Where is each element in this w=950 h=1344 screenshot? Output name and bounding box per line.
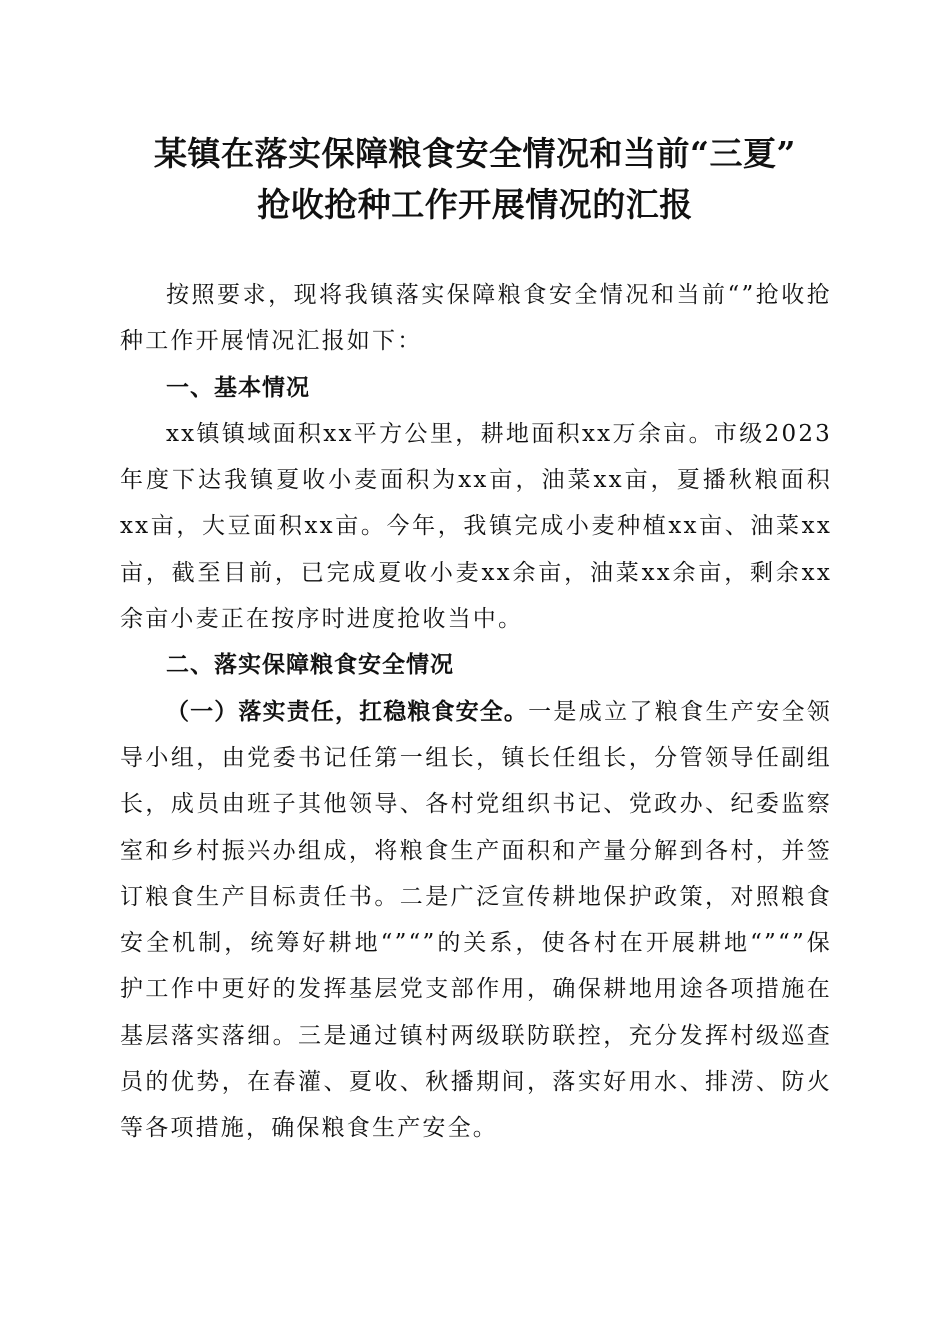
section-1-heading: 一、基本情况 [166, 374, 310, 401]
section-2-heading: 二、落实保障粮食安全情况 [166, 652, 454, 679]
section-1-paragraph: xx镇镇域面积xx平方公里，耕地面积xx万余亩。市级2023年度下达我镇夏收小麦面积为xx亩，油菜xx亩，夏播秋粮面积xx亩，大豆面积xx亩。今年，我镇完成小麦种植xx亩、油菜xx亩，截至目前，已完成夏收小麦xx余亩，油菜xx余亩，剩余xx余亩小麦正在按序时进度抢收当中。 [120, 420, 832, 633]
document-body [120, 272, 832, 1152]
section-2-subheading: （一）落实责任，扛稳粮食安全。 [166, 698, 529, 725]
section-2-paragraph [120, 689, 832, 1152]
section-2-subtext: 一是成立了粮食生产安全领导小组，由党委书记任第一组长，镇长任组长，分管领导任副组长，成员由班子其他领导、各村党组织书记、党政办、纪委监察室和乡村振兴办组成，将粮食生产面积和产量分解到各村，并签订粮食生产目标责任书。二是广泛宣传耕地保护政策，对照粮食安全机制，统筹好耕地“”“”的关系，使各村在开展耕地“”“”保护工作中更好的发挥基层党支部作用，确保耕地用途各项措施在基层落实落细。三是通过镇村两级联防联控，充分发挥村级巡查员的优势，在春灌、夏收、秋播期间，落实好用水、排涝、防火等各项措施，确保粮食生产安全。 [120, 698, 832, 1142]
intro-paragraph: 按照要求，现将我镇落实保障粮食安全情况和当前“”抢收抢种工作开展情况汇报如下： [120, 282, 832, 355]
document-title [60, 128, 890, 230]
title-line-1: 某镇在落实保障粮食安全情况和当前“三夏” [154, 134, 796, 173]
title-line-2: 抢收抢种工作开展情况的汇报 [257, 185, 693, 224]
